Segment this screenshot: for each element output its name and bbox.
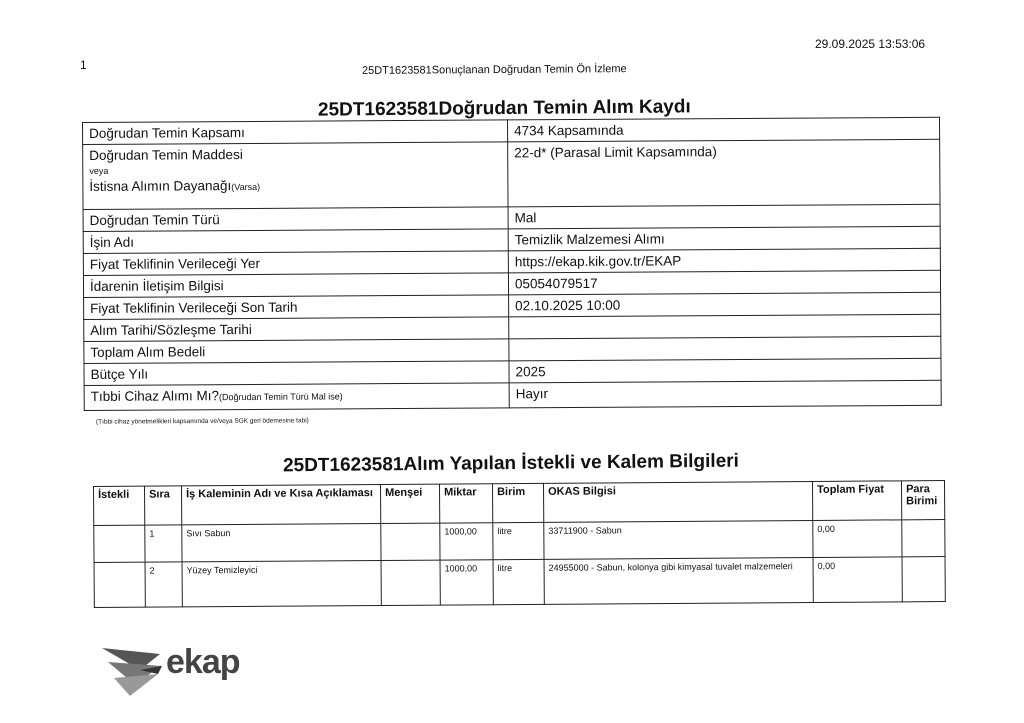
row-label: Doğrudan Temin Maddesi xyxy=(89,147,243,163)
table-row xyxy=(94,520,945,563)
row-label-cell xyxy=(83,142,508,210)
col-header: Miktar xyxy=(439,484,492,523)
row-value xyxy=(509,336,941,361)
row-label: İstisna Alımın Dayanağı xyxy=(89,178,232,194)
table-row xyxy=(84,380,941,410)
document-subtitle: 25DT1623581Sonuçlanan Doğrudan Temin Ön İzleme xyxy=(361,63,627,77)
cell-istekli xyxy=(94,525,145,562)
row-label: Doğrudan Temin Kapsamı xyxy=(83,120,508,145)
row-label: Alım Tarihi/Sözleşme Tarihi xyxy=(84,317,509,342)
row-value: Mal xyxy=(508,204,940,229)
label-note: (Doğrudan Temin Türü Mal ise) xyxy=(218,391,343,403)
col-header: İş Kaleminin Adı ve Kısa Açıklaması xyxy=(182,484,381,524)
cell-para xyxy=(902,557,945,602)
row-value: 05054079517 xyxy=(508,270,940,295)
cell-sira: 2 xyxy=(145,562,182,607)
footnote: (Tıbbi cihaz yönetmelikleri kapsamında ve/veya SGK geri ödemesine tabi) xyxy=(95,417,309,426)
row-label: Toplam Alım Bedeli xyxy=(84,339,509,364)
cell-para xyxy=(902,520,945,557)
row-label: Fiyat Teklifinin Verileceği Yer xyxy=(83,251,508,276)
print-timestamp: 29.09.2025 13:53:06 xyxy=(815,37,926,51)
col-header: OKAS Bilgisi xyxy=(543,481,812,522)
row-value: Hayır xyxy=(509,380,941,408)
ekap-logo-text: ekap xyxy=(166,643,240,681)
table-row xyxy=(83,139,940,209)
row-label-cell xyxy=(84,383,509,411)
row-value: 4734 Kapsamında xyxy=(507,117,939,142)
row-value: https://ekap.kik.gov.tr/EKAP xyxy=(508,248,940,273)
row-label: İşin Adı xyxy=(83,229,508,254)
cell-miktar: 1000,00 xyxy=(440,523,493,560)
veya-text: veya xyxy=(89,165,109,176)
row-value: 02.10.2025 10:00 xyxy=(509,292,941,317)
cell-okas: 33711900 - Sabun xyxy=(544,520,813,559)
cell-mensei xyxy=(381,560,440,605)
cell-mensei xyxy=(381,523,440,560)
cell-birim: litre xyxy=(493,559,544,604)
table-row xyxy=(94,557,945,608)
col-header: Para Birimi xyxy=(901,481,944,520)
col-header: Toplam Fiyat xyxy=(812,481,901,521)
row-label: Bütçe Yılı xyxy=(84,361,509,386)
row-value xyxy=(509,314,941,339)
page-number: 1 xyxy=(80,58,87,72)
cell-toplam: 0,00 xyxy=(813,520,902,558)
items-title: 25DT1623581Alım Yapılan İstekli ve Kalem Bilgileri xyxy=(282,450,739,477)
col-header: Sıra xyxy=(145,486,182,525)
table-header-row xyxy=(94,481,945,526)
cell-toplam: 0,00 xyxy=(813,557,902,603)
row-label: Doğrudan Temin Türü xyxy=(83,207,508,232)
cell-birim: litre xyxy=(493,522,544,559)
label-note: (Varsa) xyxy=(231,181,261,193)
cell-miktar: 1000,00 xyxy=(440,560,493,605)
col-header: İstekli xyxy=(94,486,145,525)
row-value: Temizlik Malzemesi Alımı xyxy=(508,226,940,251)
cell-kalem: Yüzey Temizleyici xyxy=(182,560,381,606)
record-table xyxy=(82,117,942,411)
cell-kalem: Sıvı Sabun xyxy=(182,523,381,561)
row-value: 22-d* (Parasal Limit Kapsamında) xyxy=(508,139,940,207)
items-table xyxy=(93,480,946,608)
row-value: 2025 xyxy=(509,358,941,383)
col-header: Menşei xyxy=(380,484,439,523)
col-header: Birim xyxy=(492,483,543,522)
row-label: Tıbbi Cihaz Alımı Mı? xyxy=(90,388,220,404)
row-label: Fiyat Teklifinin Verileceği Son Tarih xyxy=(84,295,509,320)
cell-istekli xyxy=(94,562,145,607)
record-title: 25DT1623581Doğrudan Temin Alım Kaydı xyxy=(317,96,691,121)
cell-okas: 24955000 - Sabun, kolonya gibi kimyasal tuvalet malzemeleri xyxy=(544,557,813,604)
row-label: İdarenin İletişim Bilgisi xyxy=(83,273,508,298)
cell-sira: 1 xyxy=(145,525,182,562)
